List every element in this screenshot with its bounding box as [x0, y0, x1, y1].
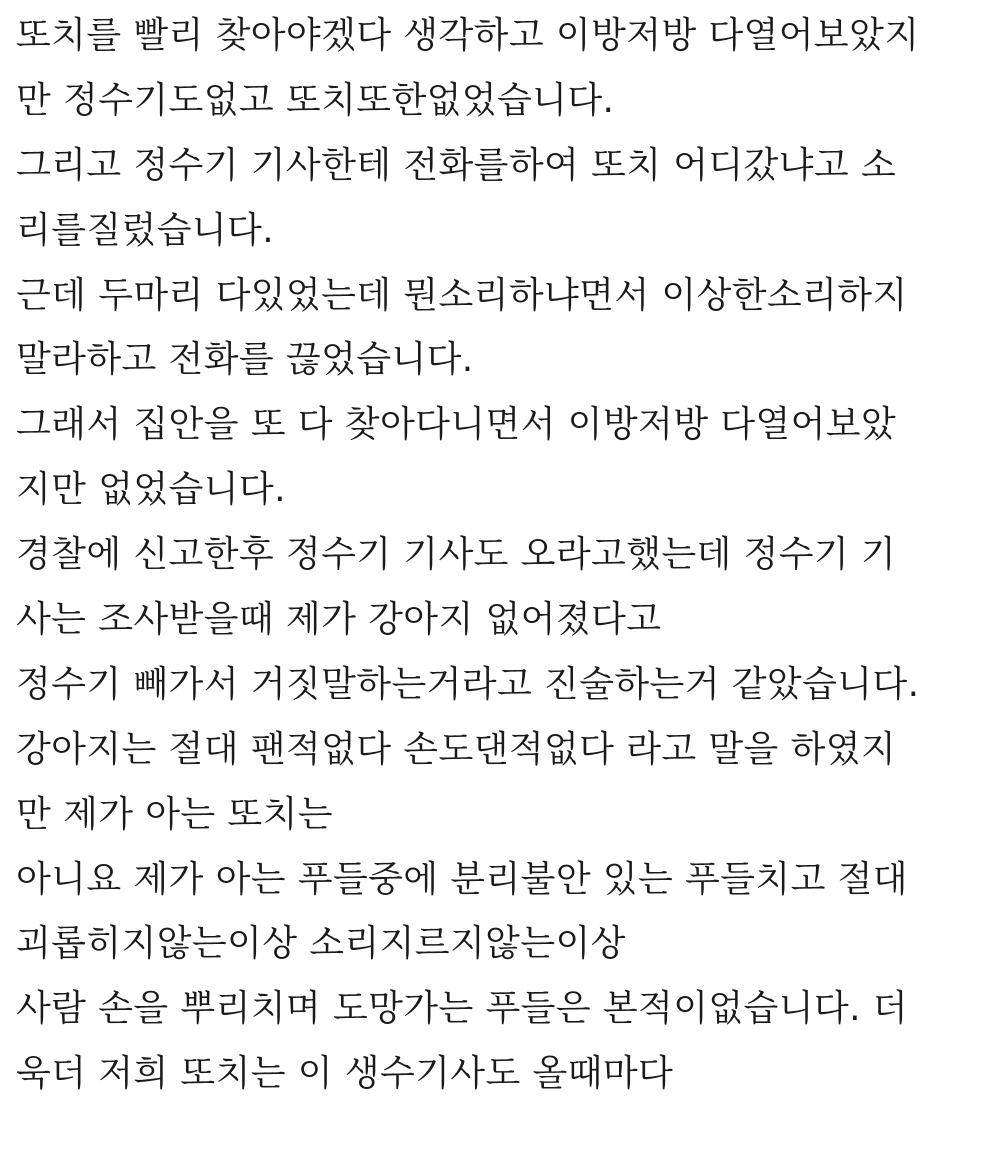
- text-line-17: 욱더 저희 또치는 이 생수기사도 올때마다: [16, 1053, 674, 1095]
- text-line-10: 사는 조사받을때 제가 강아지 없어졌다고: [16, 599, 662, 641]
- text-line-12: 강아지는 절대 팬적없다 손도댄적없다 라고 말을 하였지: [16, 728, 897, 770]
- text-line-5: 근데 두마리 다있었는데 뭔소리하냐면서 이상한소리하지: [16, 274, 908, 316]
- document-body: [16, 0, 983, 1107]
- text-line-4: 리를질렀습니다.: [16, 209, 275, 251]
- text-line-16: 사람 손을 뿌리치며 도망가는 푸들은 본적이없습니다. 더: [16, 988, 908, 1030]
- text-line-2: 만 정수기도없고 또치또한없었습니다.: [16, 79, 615, 121]
- text-line-13: 만 제가 아는 또치는: [16, 793, 333, 835]
- text-line-11: 정수기 빼가서 거짓말하는거라고 진술하는거 같았습니다.: [16, 663, 920, 705]
- text-line-15: 괴롭히지않는이상 소리지르지않는이상: [16, 923, 626, 965]
- text-line-3: 그리고 정수기 기사한테 전화를하여 또치 어디갔냐고 소: [16, 144, 897, 186]
- text-line-7: 그래서 집안을 또 다 찾아다니면서 이방저방 다열어보았: [16, 404, 897, 446]
- text-line-14: 아니요 제가 아는 푸들중에 분리불안 있는 푸들치고 절대: [16, 858, 908, 900]
- text-line-1: 또치를 빨리 찾아야겠다 생각하고 이방저방 다열어보았지: [16, 15, 920, 56]
- text-line-6: 말라하고 전화를 끊었습니다.: [16, 339, 474, 381]
- text-line-9: 경찰에 신고한후 정수기 기사도 오라고했는데 정수기 기: [16, 534, 897, 576]
- text-line-8: 지만 없었습니다.: [16, 469, 286, 511]
